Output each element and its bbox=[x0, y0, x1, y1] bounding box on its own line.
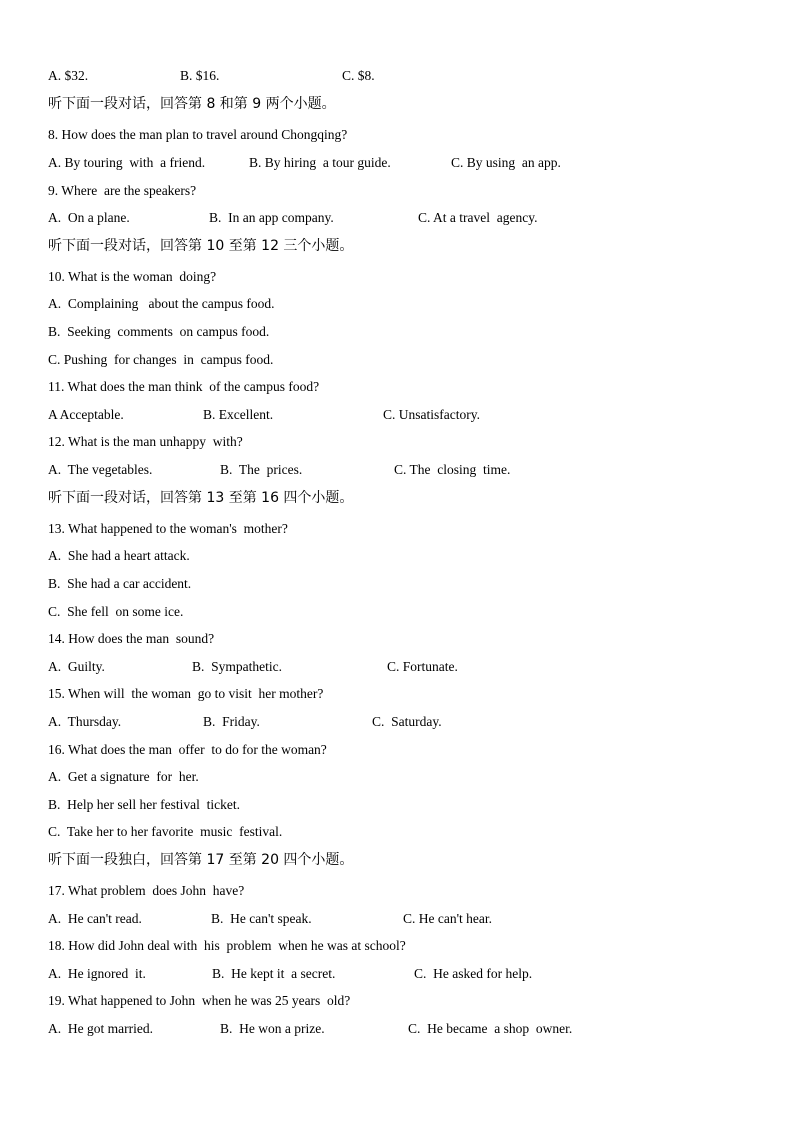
options-row-q11 bbox=[0, 406, 793, 424]
option-c: C. $8. bbox=[342, 68, 375, 83]
question-11: 11. What does the man think of the campus food? bbox=[48, 379, 320, 394]
options-row-q15 bbox=[0, 713, 793, 731]
option-b: B. He kept it a secret. bbox=[212, 966, 336, 981]
question-18: 18. How did John deal with his problem when he was at school? bbox=[48, 938, 406, 953]
option-b: B. By hiring a tour guide. bbox=[249, 155, 391, 170]
options-row-q7 bbox=[0, 67, 793, 85]
options-row-q17 bbox=[0, 910, 793, 928]
option-b: B. He won a prize. bbox=[220, 1021, 325, 1036]
option-b: B. $16. bbox=[180, 68, 220, 83]
option-b: B. She had a car accident. bbox=[48, 576, 192, 591]
question-16: 16. What does the man offer to do for the woman? bbox=[48, 742, 327, 757]
options-row-q12 bbox=[0, 461, 793, 479]
options-row-q14 bbox=[0, 658, 793, 676]
option-c: C. The closing time. bbox=[394, 462, 511, 477]
options-row-q9 bbox=[0, 209, 793, 227]
question-19: 19. What happened to John when he was 25 years old? bbox=[48, 993, 351, 1008]
option-a: A. Get a signature for her. bbox=[48, 769, 199, 784]
section-heading: 听下面一段对话，回答第 8 和第 9 两个小题。 bbox=[48, 96, 336, 112]
option-c: C. Fortunate. bbox=[387, 659, 458, 674]
options-row-q19 bbox=[0, 1020, 793, 1038]
option-b: B. The prices. bbox=[220, 462, 303, 477]
question-12: 12. What is the man unhappy with? bbox=[48, 434, 243, 449]
option-c: C. At a travel agency. bbox=[418, 210, 538, 225]
option-c: C. He asked for help. bbox=[414, 966, 533, 981]
option-c: C. He can't hear. bbox=[403, 911, 493, 926]
option-b: B. Help her sell her festival ticket. bbox=[48, 797, 240, 812]
question-13: 13. What happened to the woman's mother? bbox=[48, 521, 288, 536]
option-a: A. He ignored it. bbox=[48, 966, 146, 981]
question-14: 14. How does the man sound? bbox=[48, 631, 215, 646]
options-row-q18 bbox=[0, 965, 793, 983]
option-a: A. By touring with a friend. bbox=[48, 155, 206, 170]
option-a: A Acceptable. bbox=[48, 407, 124, 422]
option-a: A. $32. bbox=[48, 68, 89, 83]
section-heading: 听下面一段对话，回答第 10 至第 12 三个小题。 bbox=[48, 238, 354, 254]
option-c: C. Take her to her favorite music festival. bbox=[48, 824, 283, 839]
question-15: 15. When will the woman go to visit her mother? bbox=[48, 686, 324, 701]
question-17: 17. What problem does John have? bbox=[48, 883, 245, 898]
option-c: C. Unsatisfactory. bbox=[383, 407, 480, 422]
section-heading: 听下面一段对话，回答第 13 至第 16 四个小题。 bbox=[48, 490, 354, 506]
option-a: A. He got married. bbox=[48, 1021, 153, 1036]
option-b: B. He can't speak. bbox=[211, 911, 312, 926]
option-c: C. Pushing for changes in campus food. bbox=[48, 352, 274, 367]
option-c: C. By using an app. bbox=[451, 155, 561, 170]
option-a: A. Guilty. bbox=[48, 659, 105, 674]
option-a: A. She had a heart attack. bbox=[48, 548, 190, 563]
question-8: 8. How does the man plan to travel around Chongqing? bbox=[48, 127, 348, 142]
options-row-q8 bbox=[0, 154, 793, 172]
option-b: B. Sympathetic. bbox=[192, 659, 282, 674]
option-b: B. Friday. bbox=[203, 714, 260, 729]
question-10: 10. What is the woman doing? bbox=[48, 269, 217, 284]
option-c: C. Saturday. bbox=[372, 714, 442, 729]
option-c: C. She fell on some ice. bbox=[48, 604, 184, 619]
option-a: A. On a plane. bbox=[48, 210, 130, 225]
option-b: B. In an app company. bbox=[209, 210, 334, 225]
option-b: B. Excellent. bbox=[203, 407, 274, 422]
option-a: A. He can't read. bbox=[48, 911, 142, 926]
option-a: A. Complaining about the campus food. bbox=[48, 296, 275, 311]
option-b: B. Seeking comments on campus food. bbox=[48, 324, 270, 339]
question-9: 9. Where are the speakers? bbox=[48, 183, 197, 198]
option-a: A. The vegetables. bbox=[48, 462, 153, 477]
option-c: C. He became a shop owner. bbox=[408, 1021, 573, 1036]
section-heading: 听下面一段独白，回答第 17 至第 20 四个小题。 bbox=[48, 852, 354, 868]
option-a: A. Thursday. bbox=[48, 714, 122, 729]
